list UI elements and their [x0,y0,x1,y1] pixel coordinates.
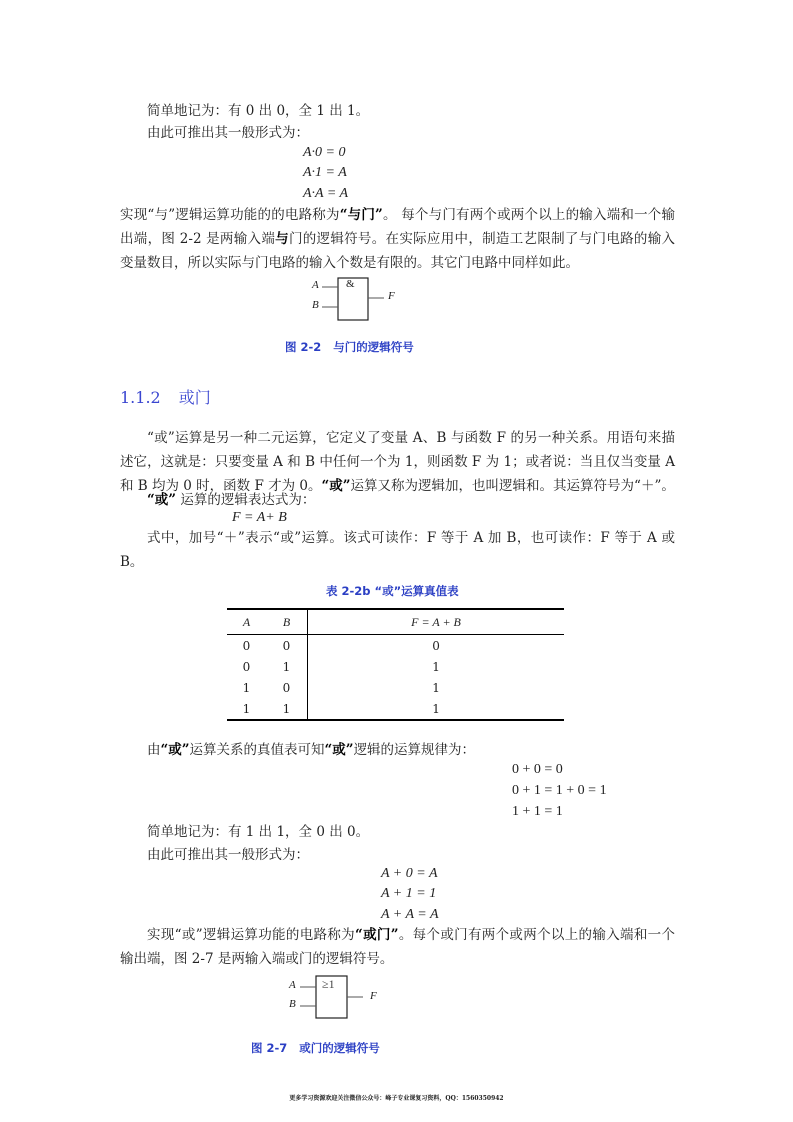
input-a-label: A [312,279,319,291]
table-cell: 0 [242,638,251,653]
table-cell: 0 [242,659,251,674]
table-cell: 1 [308,698,564,720]
table-cell: 0 [282,638,291,653]
table-cell: 0 [282,680,291,695]
and-gate-paragraph: 实现“与”逻辑运算功能的的电路称为“与门”。 每个与门有两个或两个以上的输入端和一个输出端，图 2-2 是两输入端与门的逻辑符号。在实际应用中，制造工艺限制了与门电路的输入变量数目，所以实际与门电路的输入个数是有限的。其它门电路中同样如此。 [120,207,676,271]
figure-caption-2-7: 图 2-7 或门的逻辑符号 [251,1041,380,1055]
or-explain-paragraph: 式中，加号“＋”表示“或”运算。该式可读作：F 等于 A 加 B，也可读作：F 等于 A 或 B。 [120,530,675,570]
figure-caption-2-2: 图 2-2 与门的逻辑符号 [285,340,414,354]
or-gate-diagram [280,973,400,1023]
input-b-label: B [289,998,296,1010]
or-intro-paragraph: “或”运算是另一种二元运算，它定义了变量 A、B 与函数 F 的另一种关系。用语句来描述它，这就是：只要变量 A 和 B 中任何一个为 1，则函数 F 为 1；或者说：当且仅当变量 A 和 B 均为 0 时，函数 F 才为 0。“或”运算又称为逻辑加，也叫逻辑和。其运算符号为“＋”。 [120,430,675,494]
or-formula: A + 1 = 1 [381,886,437,901]
table-header: F = A + B [308,609,564,635]
or-gate-paragraph: 实现“或”逻辑运算功能的电路称为“或门”。每个或门有两个或两个以上的输入端和一个输出端，图 2-7 是两输入端或门的逻辑符号。 [120,927,676,967]
output-f-label: F [388,290,395,302]
table-cell: 1 [227,698,266,720]
or-truth-table [227,608,564,721]
and-general-form-intro: 由此可推出其一般形式为： [147,125,309,141]
input-b-label: B [312,299,319,311]
or-expr-intro: “或” 运算的逻辑表达式为： [147,492,316,508]
or-general-form-intro: 由此可推出其一般形式为： [147,847,309,863]
table-header: A [227,609,266,635]
and-formula: A·1 = A [303,165,347,180]
table-cell: 1 [242,680,251,695]
table-header-row [227,609,564,635]
section-heading: 1.1.2 或门 [120,388,211,407]
or-gate-lines [280,973,400,1023]
or-rule: 1 + 1 = 1 [512,804,563,819]
table-cell: 1 [308,677,564,698]
and-gate-diagram [300,276,420,324]
and-symbol: & [346,278,355,290]
table-cell: 1 [282,659,291,674]
table-header: B [266,609,308,635]
and-formula: A·0 = 0 [303,145,346,160]
table-row [227,635,564,657]
and-formula: A·A = A [303,186,349,201]
table-cell: 1 [308,656,564,677]
or-rules-intro: 由“或”运算关系的真值表可知“或”逻辑的运算规律为： [147,742,476,758]
table-row [227,656,564,677]
and-summary: 简单地记为：有 0 出 0，全 1 出 1。 [147,103,370,119]
or-formula: A + A = A [381,907,439,922]
table-caption: 表 2-2b “或”运算真值表 [326,584,459,598]
table-cell: 1 [266,698,308,720]
input-a-label: A [289,979,296,991]
table-cell: 0 [308,635,564,657]
or-rule: 0 + 0 = 0 [512,762,563,777]
page-footer: 更多学习资源欢迎关注微信公众号：峰子专业课复习资料，QQ：1560350942 [289,1095,504,1102]
or-summary: 简单地记为：有 1 出 1，全 0 出 0。 [147,824,370,840]
table-row [227,698,564,720]
output-f-label: F [370,990,377,1002]
or-symbol: ≥1 [322,977,335,991]
or-rule: 0 + 1 = 1 + 0 = 1 [512,783,607,798]
or-formula: A + 0 = A [381,866,438,881]
table-row [227,677,564,698]
or-expression: F = A+ B [232,510,287,525]
